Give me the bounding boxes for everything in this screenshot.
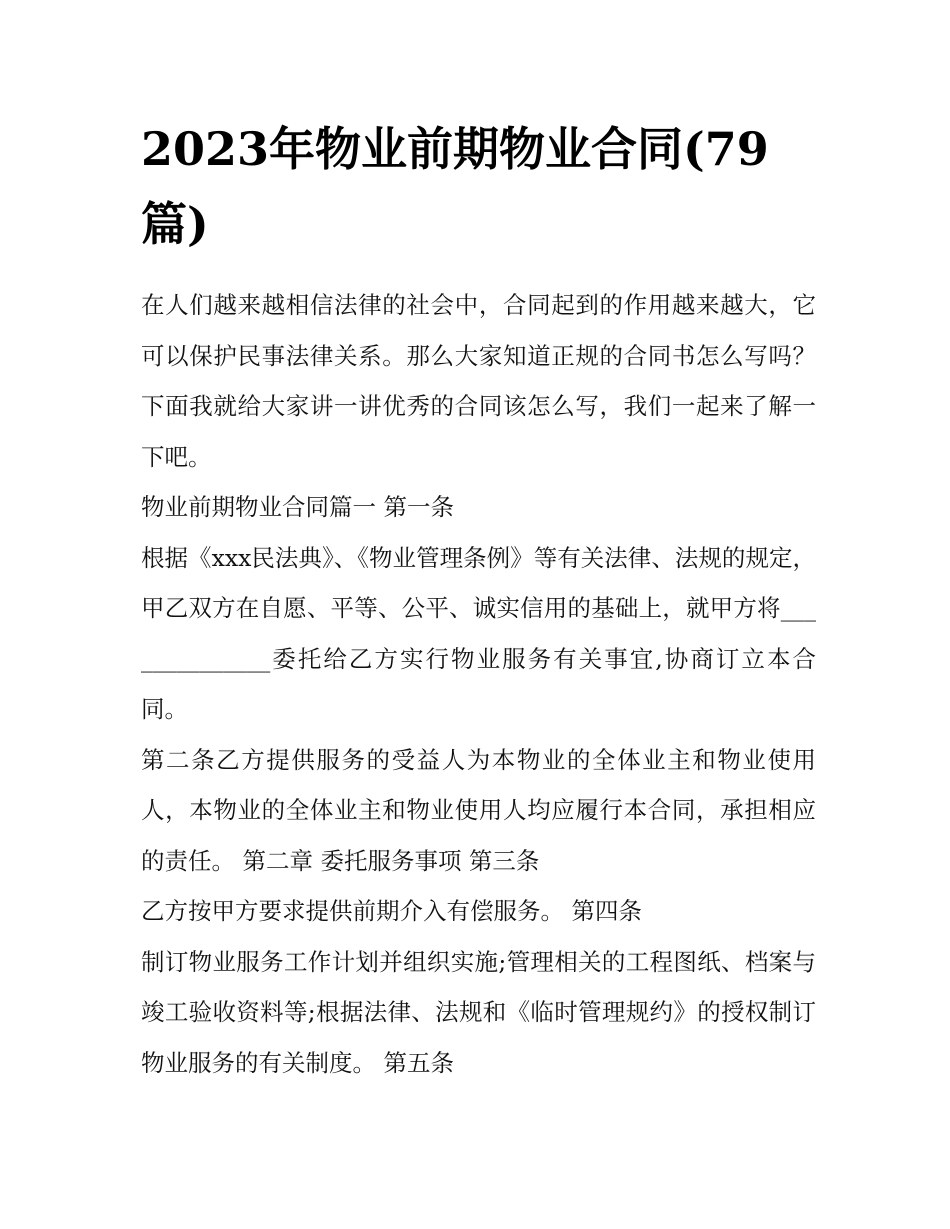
document-title: 2023年物业前期物业合同(79篇) (141, 122, 769, 251)
article-4-paragraph: 制订物业服务工作计划并组织实施;管理相关的工程图纸、档案与竣工验收资料等;根据法律、法规和《临时管理规约》的授权制订物业服务的有关制度。 第五条 (141, 947, 816, 1077)
article-1-paragraph: 根据《xxx民法典》、《物业管理条例》等有关法律、法规的规定，甲乙双方在自愿、平等、公平、诚实信用的基础上，就甲方将______________委托给乙方实行物业服务有关事宜,协商订立本合同。 (141, 543, 816, 723)
intro-paragraph: 在人们越来越相信法律的社会中，合同起到的作用越来越大，它可以保护民事法律关系。那么大家知道正规的合同书怎么写吗？下面我就给大家讲一讲优秀的合同该怎么写，我们一起来了解一下吧。 (141, 291, 816, 471)
document-page (141, 0, 816, 1088)
article-3-paragraph: 乙方按甲方要求提供前期介入有偿服务。 第四条 (141, 897, 642, 925)
section-heading-article-1: 物业前期物业合同篇一 第一条 (141, 493, 454, 521)
article-2-paragraph: 第二条乙方提供服务的受益人为本物业的全体业主和物业使用人，本物业的全体业主和物业使用人均应履行本合同，承担相应的责任。 第二章 委托服务事项 第三条 (141, 745, 816, 875)
document-body (141, 280, 816, 1088)
